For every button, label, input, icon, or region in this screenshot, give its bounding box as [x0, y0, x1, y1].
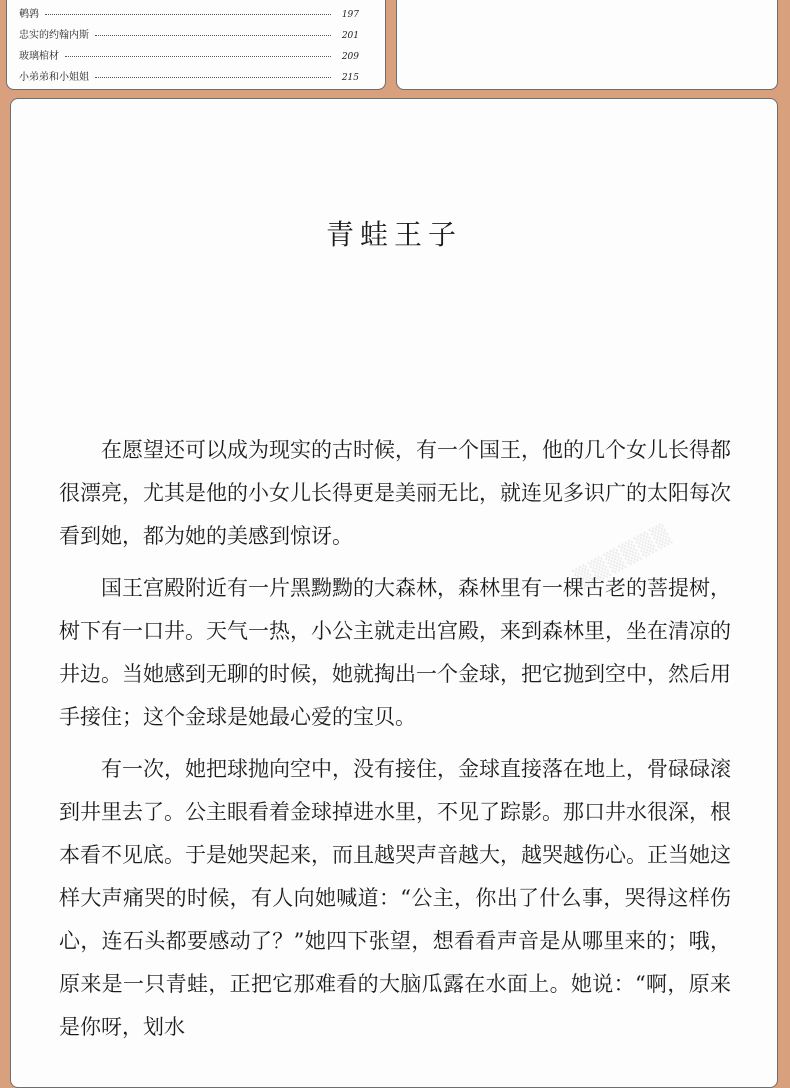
story-title: 青蛙王子 — [325, 218, 462, 251]
story-body — [59, 429, 731, 1058]
story-paragraph: 在愿望还可以成为现实的古时候，有一个国王，他的几个女儿长得都很漂亮，尤其是他的小女儿长得更是美丽无比，就连见多识广的太阳每次看到她，都为她的美感到惊讶。 — [59, 438, 731, 548]
toc-entry-page: 201 — [341, 31, 359, 41]
toc-entry[interactable] — [19, 26, 359, 47]
story-paragraph: 国王宫殿附近有一片黑黝黝的大森林，森林里有一棵古老的菩提树，树下有一口井。天气一热，小公主就走出宫殿，来到森林里，坐在清凉的井边。当她感到无聊的时候，她就掏出一个金球，把它抛到空中，然后用手接住；这个金球是她最心爱的宝贝。 — [59, 576, 731, 729]
toc-list — [19, 5, 359, 89]
toc-entry[interactable] — [19, 47, 359, 68]
toc-entry-title: 小弟弟和小姐姐 — [19, 72, 89, 83]
toc-entry[interactable] — [19, 5, 359, 26]
toc-entry-title: 忠实的约翰内斯 — [19, 30, 89, 41]
toc-leader-dots — [95, 77, 331, 78]
toc-leader-dots — [65, 56, 331, 57]
toc-leader-dots — [45, 14, 331, 15]
toc-entry-title: 玻璃棺材 — [19, 51, 59, 62]
blank-page-top-right — [396, 0, 778, 90]
toc-entry-page: 209 — [341, 52, 359, 62]
toc-entry-page: 215 — [341, 73, 359, 83]
toc-leader-dots — [95, 35, 331, 36]
toc-entry[interactable] — [19, 68, 359, 89]
toc-entry-page: 197 — [341, 10, 359, 20]
toc-page — [6, 0, 386, 90]
story-page — [10, 98, 778, 1088]
story-paragraph: 有一次，她把球抛向空中，没有接住，金球直接落在地上，骨碌碌滚到井里去了。公主眼看着金球掉进水里，不见了踪影。那口井水很深，根本看不见底。于是她哭起来，而且越哭声音越大，越哭越伤心。正当她这样大声痛哭的时候，有人向她喊道：“公主，你出了什么事，哭得这样伤心，连石头都要感动了？”她四下张望，想看看声音是从哪里来的；哦，原来是一只青蛙，正把它那难看的大脑瓜露在水面上。她说：“啊，原来是你呀，划水 — [59, 757, 731, 1039]
toc-entry-title: 鹌鹑 — [19, 9, 39, 20]
watermark: ▒▒▒▒▒▒ — [571, 520, 675, 592]
